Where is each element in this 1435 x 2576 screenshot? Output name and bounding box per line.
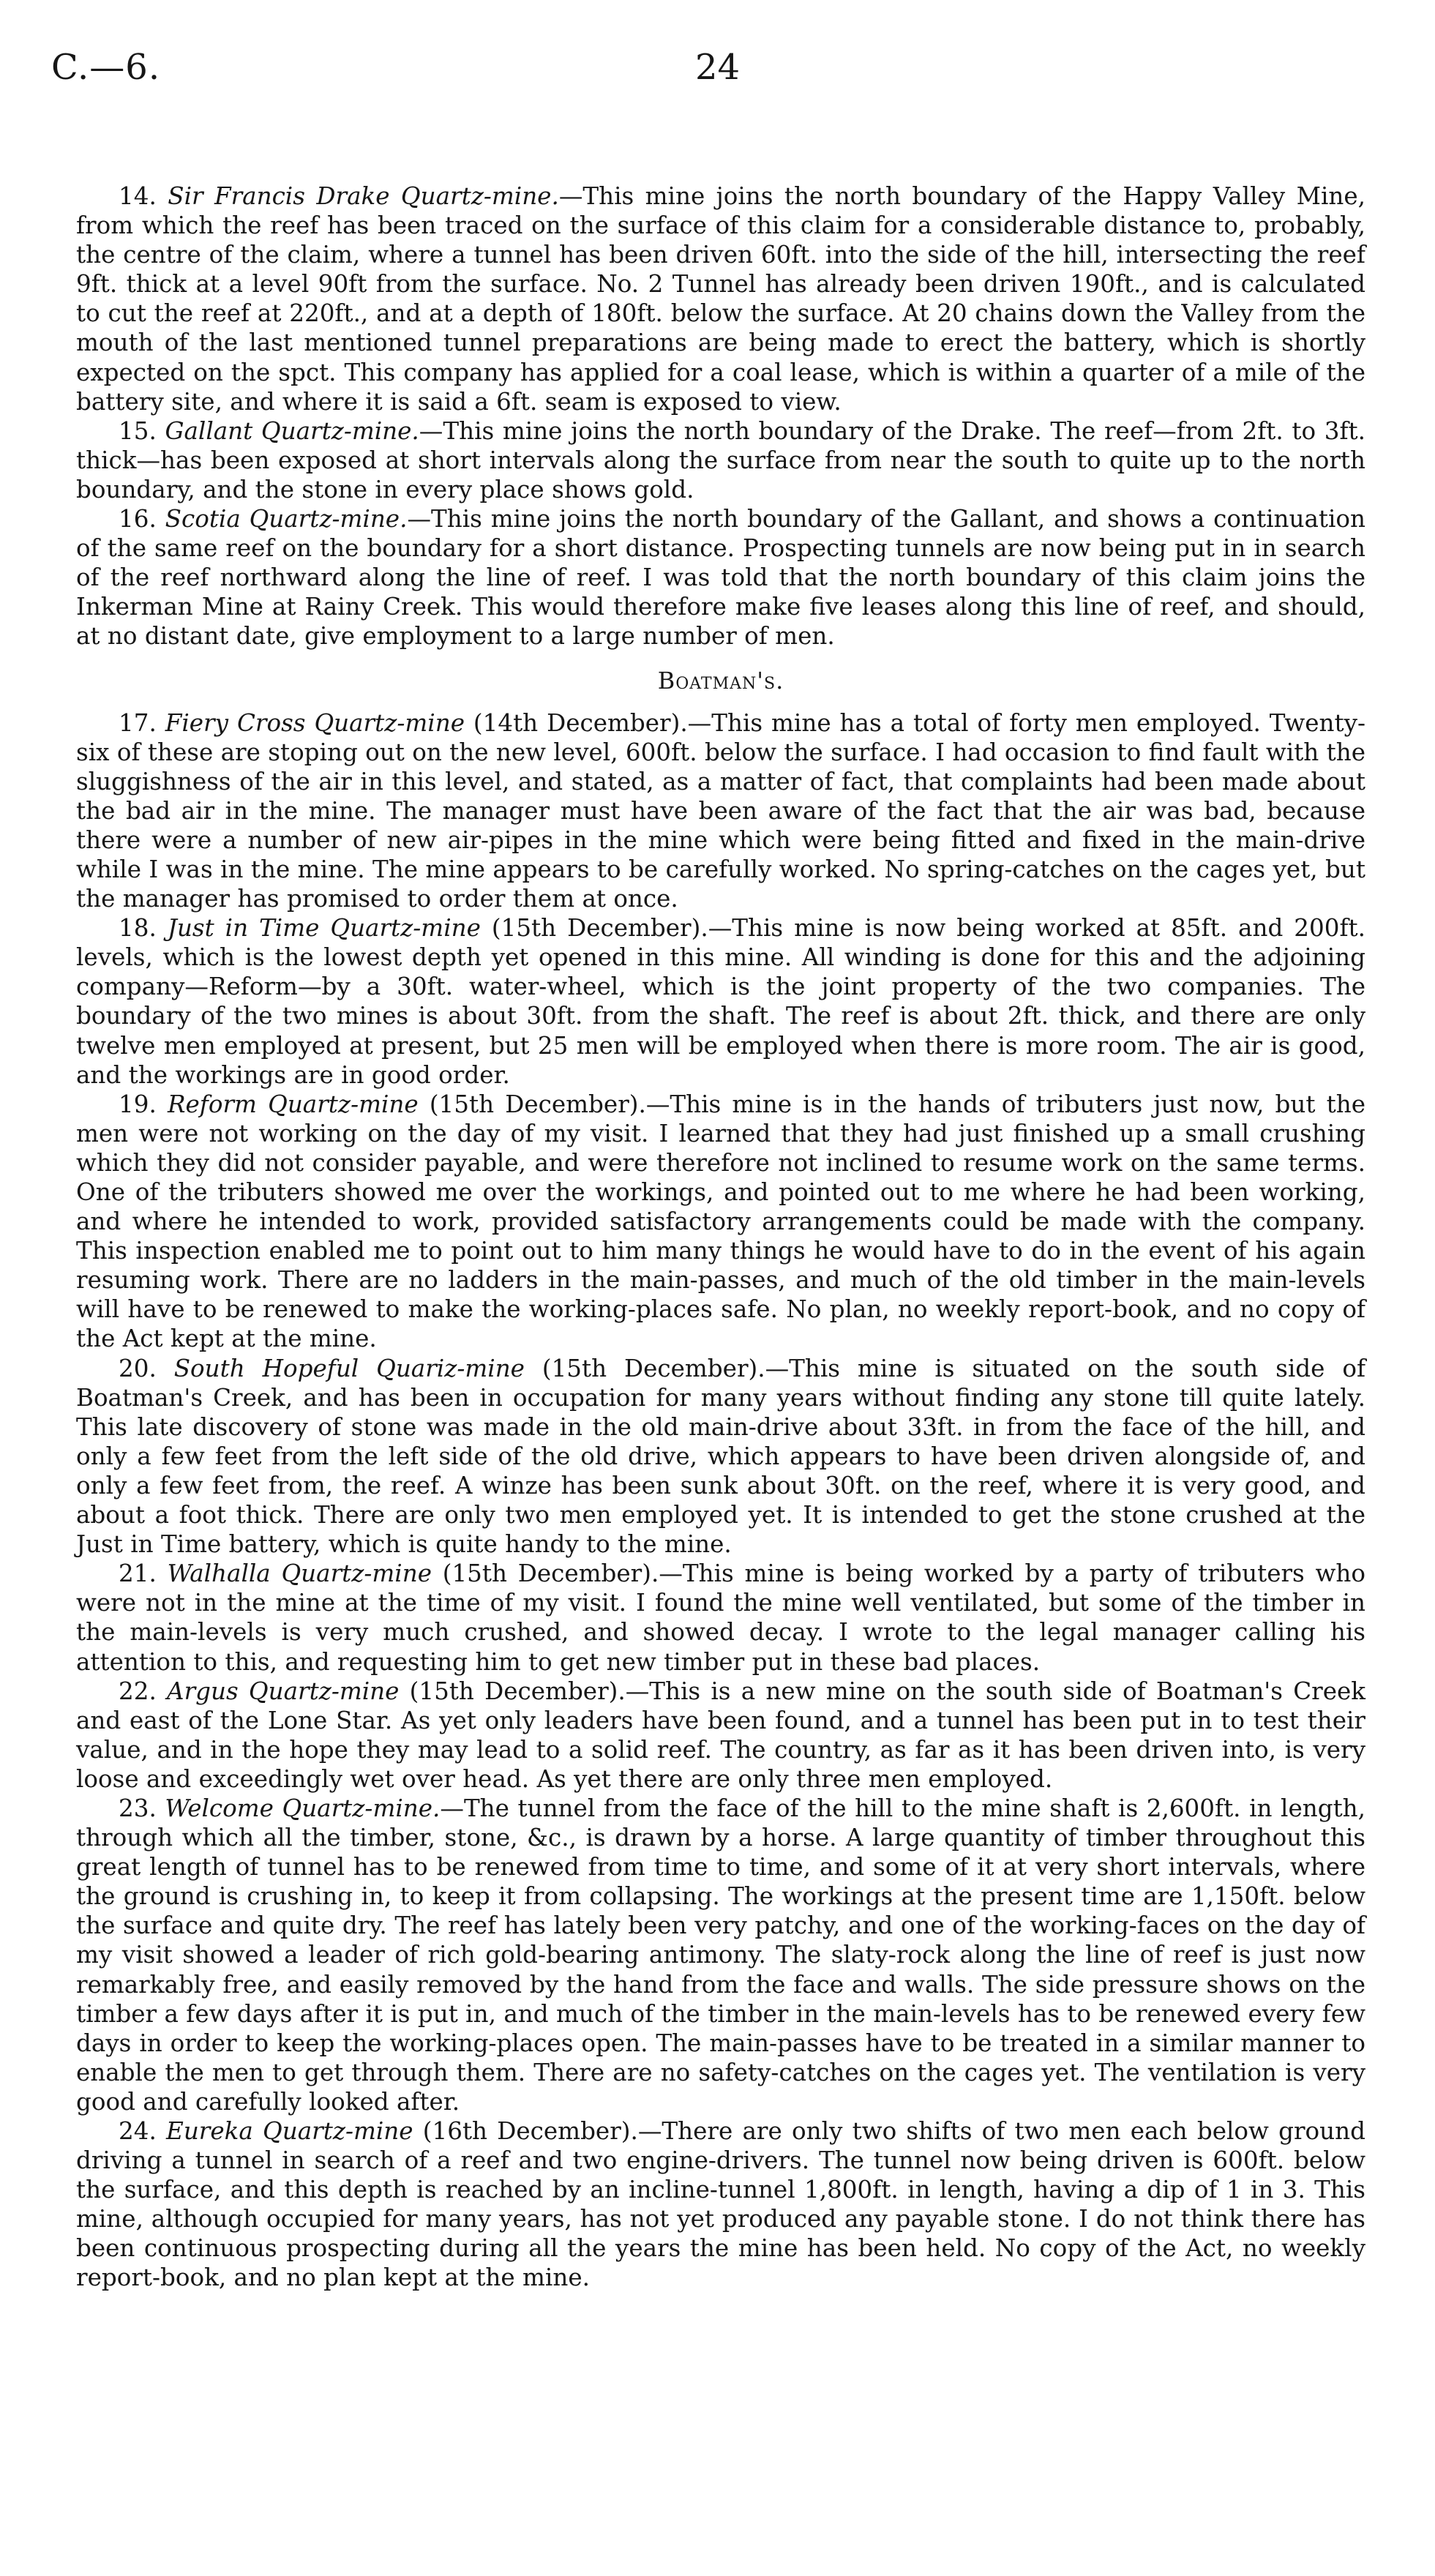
paragraph-welcome [76,1794,1365,2116]
mine-title: Sir Francis Drake Quartz-mine. [168,182,559,210]
paragraph-number: 24. [119,2117,157,2145]
mine-title: Gallant Quartz-mine. [165,416,419,445]
paragraph-text: —This mine joins the north boundary of the Drake. The reef—from 2ft. to 3ft. thick—has been exposed at short intervals along the surface from near the south to quite up to the north boundary, and the stone in every place shows gold. [76,416,1366,503]
page-header [51,45,1384,97]
paragraph-number: 19. [119,1090,157,1118]
paragraph-number: 17. [119,708,157,737]
paragraph-number: 20. [119,1354,157,1382]
mine-title: Fiery Cross Quartz-mine [165,708,465,737]
paragraph-south-hopeful [76,1354,1365,1560]
paragraph-number: 22. [119,1677,157,1705]
section-heading-boatmans: Boatman's. [657,666,784,694]
paragraph-text: (14th December).—This mine has a total of forty men employed. Twenty-six of these are stoping out on the new level, 600ft. below the surface. I had occasion to find fault with the sluggishness of the air in this level, and stated, as a matter of fact, that complaints had been made about the bad air in the mine. The manager must have been aware of the fact that the air was bad, because there were a number of new air-pipes in the mine which were being fitted and fixed in the main-drive while I was in the mine. The mine appears to be carefully worked. No spring-catches on the cages yet, but the manager has promised to order them at once. [76,708,1365,913]
paragraph-walhalla [76,1559,1365,1676]
page-body [76,181,1365,2293]
paragraph-number: 23. [119,1794,157,1822]
mine-title: South Hopeful Quariz-mine [173,1354,525,1382]
paragraph-number: 16. [119,505,157,533]
paragraph-number: 14. [119,182,157,210]
paragraph-argus [76,1677,1365,1794]
mine-title: Walhalla Quartz-mine [167,1560,432,1588]
paragraph-text: (15th December).—This mine is in the hands of tributers just now, but the men were not working on the day of my visit. I learned that they had just finished up a small crushing which they did not consider payable, and were therefore not inclined to resume work on the same terms. One of the tributers showed me over the workings, and pointed out to me where he had been working, and where he intended to work, provided satisfactory arrangements could be made with the company. This inspection enabled me to point out to him many things he would have to do in the event of his again resuming work. There are no ladders in the main-passes, and much of the old timber in the main-levels will have to be renewed to make the working-places safe. No plan, no weekly report-book, and no copy of the Act kept at the mine. [76,1090,1366,1353]
paragraph-text: (15th December).—This is a new mine on the south side of Boatman's Creek and east of the Lone Star. As yet only leaders have been found, and a tunnel has been put in to test their value, and in the hope they may lead to a solid reef. The country, as far as it has been driven into, is very loose and exceedingly wet over head. As yet there are only three men employed. [76,1677,1365,1793]
running-head: C.—6. [51,47,161,88]
paragraph-number: 21. [119,1560,157,1588]
mine-title: Just in Time Quartz-mine [167,914,481,943]
paragraph-gallant [76,416,1365,504]
paragraph-text: —This mine joins the north boundary of the Happy Valley Mine, from which the reef has been traced on the surface of this claim for a considerable distance to, probably, the centre of the claim, where a tunnel has been driven 60ft. into the side of the hill, intersecting the reef 9ft. thick at a level 90ft from the surface. No. 2 Tunnel has already been driven 190ft., and is calculated to cut the reef at 220ft., and at a depth of 180ft. below the surface. At 20 chains down the Valley from the mouth of the last mentioned tunnel preparations are being made to erect the battery, which is shortly expected on the spct. This company has applied for a coal lease, which is within a quarter of a mile of the battery site, and where it is said a 6ft. seam is exposed to view. [76,182,1366,416]
mine-title: Scotia Quartz-mine. [165,505,408,533]
page-number: 24 [694,47,741,88]
mine-title: Argus Quartz-mine [167,1677,400,1705]
paragraph-text: (15th December).—This mine is being worked by a party of tributers who were not in the mine at the time of my visit. I found the mine well ventilated, but some of the timber in the main-levels is very much crushed, and showed decay. I wrote to the legal manager calling his attention to this, and requesting him to get new timber put in these bad places. [76,1560,1365,1676]
paragraph-eureka [76,2116,1365,2293]
paragraph-sir-francis-drake [76,181,1365,416]
paragraph-just-in-time [76,913,1365,1090]
paragraph-text: —This mine joins the north boundary of the Gallant, and shows a continuation of the same reef on the boundary for a short distance. Prospecting tunnels are now being put in in search of the reef northward along the line of reef. I was told that the north boundary of this claim joins the Inkerman Mine at Rainy Creek. This would therefore make five leases along this line of reef, and should, at no distant date, give employment to a large number of men. [76,505,1365,651]
paragraph-text: —The tunnel from the face of the hill to the mine shaft is 2,600ft. in length, through which all the timber, stone, &c., is drawn by a horse. A large quantity of timber throughout this great length of tunnel has to be renewed from time to time, and some of it at very short intervals, where the ground is crushing in, to keep it from collapsing. The workings at the present time are 1,150ft. below the surface and quite dry. The reef has lately been very patchy, and one of the working-faces on the day of my visit showed a leader of rich gold-bearing antimony. The slaty-rock along the line of reef is just now remarkably free, and easily removed by the hand from the face and walls. The side pressure shows on the timber a few days after it is put in, and much of the timber in the main-levels has to be renewed every few days in order to keep the working-places open. The main-passes have to be treated in a similar manner to enable the men to get through them. There are no safety-catches on the cages yet. The ventilation is very good and carefully looked after. [76,1794,1365,2116]
paragraph-fiery-cross [76,708,1365,914]
paragraph-number: 18. [119,914,157,943]
mine-title: Reform Quartz-mine [168,1090,419,1118]
paragraph-reform [76,1090,1365,1354]
paragraph-text: (16th December).—There are only two shifts of two men each below ground driving a tunnel in search of a reef and two engine-drivers. The tunnel now being driven is 600ft. below the surface, and this depth is reached by an incline-tunnel 1,800ft. in length, having a dip of 1 in 3. This mine, although occupied for many years, has not yet produced any payable stone. I do not think there has been continuous prospecting during all the years the mine has been held. No copy of the Act, no weekly report-book, and no plan kept at the mine. [76,2117,1365,2292]
mine-title: Eureka Quartz-mine [166,2117,413,2145]
mine-title: Welcome Quartz-mine. [165,1794,441,1822]
paragraph-text: (15th December).—This mine is situated on the south side of Boatman's Creek, and has been in occupation for many years without finding any stone till quite lately. This late discovery of stone was made in the old main-drive about 33ft. in from the face of the hill, and only a few feet from the left side of the old drive, which appears to have been driven alongside of, and only a few feet from, the reef. A winze has been sunk about 30ft. on the reef, where it is very good, and about a foot thick. There are only two men employed yet. It is intended to get the stone crushed at the Just in Time battery, which is quite handy to the mine. [76,1354,1366,1559]
paragraph-scotia [76,504,1365,651]
paragraph-number: 15. [119,416,157,445]
paragraph-text: (15th December).—This mine is now being worked at 85ft. and 200ft. levels, which is the lowest depth yet opened in this mine. All winding is done for this and the adjoining company—Reform—by a 30ft. water-wheel, which is the joint property of the two companies. The boundary of the two mines is about 30ft. from the shaft. The reef is about 2ft. thick, and there are only twelve men employed at present, but 25 men will be employed when there is more room. The air is good, and the workings are in good order. [76,914,1365,1089]
